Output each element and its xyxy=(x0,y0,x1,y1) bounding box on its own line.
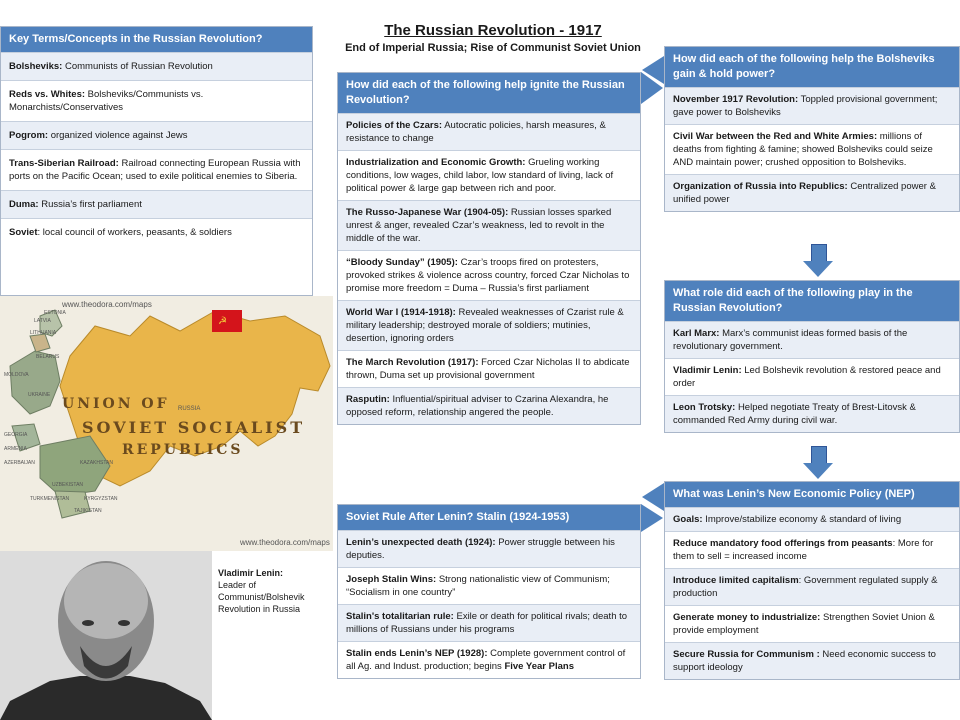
row-def: Led Bolshevik revolution & restored peace and order xyxy=(673,365,941,389)
ussr-map xyxy=(0,296,333,551)
row-term: “Bloody Sunday” (1905): xyxy=(346,257,458,268)
map-country-label: TURKMENISTAN xyxy=(30,496,70,502)
svg-text:☭: ☭ xyxy=(218,316,227,327)
ignite-row xyxy=(338,150,640,200)
term-label: Duma: xyxy=(9,199,39,210)
nep-row xyxy=(665,605,959,642)
lenin-portrait-graphic xyxy=(0,551,212,720)
row-def: Forced Czar Nicholas II to abdicate thrown, Duma set up provisional government xyxy=(346,357,630,381)
row-def: Centralized power & unified power xyxy=(673,181,936,205)
map-url-bottom: www.theodora.com/maps xyxy=(240,538,330,547)
key-term-row xyxy=(1,190,312,218)
term-definition: Russia’s first parliament xyxy=(41,199,142,210)
key-term-row xyxy=(1,52,312,80)
term-label: Trans-Siberian Railroad: xyxy=(9,158,119,169)
map-country-label: LATVIA xyxy=(34,318,51,324)
gain-heading: How did each of the following help the Bolsheviks gain & hold power? xyxy=(665,47,959,87)
key-term-row xyxy=(1,218,312,246)
ignite-row xyxy=(338,113,640,150)
nep-row xyxy=(665,568,959,605)
map-country-label: TAJIKISTAN xyxy=(74,508,102,514)
row-term: Joseph Stalin Wins: xyxy=(346,574,437,585)
row-term: Rasputin: xyxy=(346,394,390,405)
term-definition: : local council of workers, peasants, & soldiers xyxy=(37,227,232,238)
row-def: Strengthen Soviet Union & provide employment xyxy=(673,612,935,636)
arrow-right-icon xyxy=(641,504,663,532)
map-country-label: UKRAINE xyxy=(28,392,51,398)
nep-panel xyxy=(664,481,960,680)
map-country-label: LITHUANIA xyxy=(30,330,57,336)
term-definition: Bolsheviks/Communists vs. Monarchists/Conservatives xyxy=(9,89,204,113)
lenin-caption-desc: Leader of Communist/Bolshevik Revolution in Russia xyxy=(218,580,305,614)
map-country-label: ESTONIA xyxy=(44,310,66,316)
map-country-label: UZBEKISTAN xyxy=(52,482,84,488)
row-def: millions of deaths from fighting & famine; showed Bolsheviks could seize AND maintain power; crushed opposition to Bolsheviks. xyxy=(673,131,933,168)
row-term-tail: Five Year Plans xyxy=(504,661,574,672)
map-country-label: KAZAKHSTAN xyxy=(80,460,113,466)
map-label-republics: REPUBLICS xyxy=(122,442,244,458)
ignite-panel xyxy=(337,72,641,425)
key-terms-heading: Key Terms/Concepts in the Russian Revolution? xyxy=(1,27,312,52)
nep-heading: What was Lenin’s New Economic Policy (NEP) xyxy=(665,482,959,507)
map-label-union-of: UNION OF xyxy=(62,396,170,412)
map-country-label: KYRGYZSTAN xyxy=(84,496,118,502)
row-term: Goals: xyxy=(673,514,703,525)
term-label: Reds vs. Whites: xyxy=(9,89,86,100)
term-label: Bolsheviks: xyxy=(9,61,63,72)
gain-row xyxy=(665,124,959,174)
key-term-row xyxy=(1,121,312,149)
map-country-label: MOLDOVA xyxy=(4,372,29,378)
lenin-photo xyxy=(0,551,212,720)
ignite-heading: How did each of the following help ignite the Russian Revolution? xyxy=(338,73,640,113)
roles-heading: What role did each of the following play in the Russian Revolution? xyxy=(665,281,959,321)
row-def: Grueling working conditions, low wages, child labor, low standard of living, lack of political power & large gap between rich and poor. xyxy=(346,157,614,194)
row-def: Toppled provisional government; gave power to Bolsheviks xyxy=(673,94,938,118)
gain-row xyxy=(665,87,959,124)
row-term: The Russo-Japanese War (1904-05): xyxy=(346,207,509,218)
key-term-row xyxy=(1,149,312,190)
row-term: Civil War between the Red and White Armies: xyxy=(673,131,878,142)
row-term: The March Revolution (1917): xyxy=(346,357,479,368)
map-country-label: ARMENIA xyxy=(4,446,27,452)
roles-panel xyxy=(664,280,960,433)
row-term: Vladimir Lenin: xyxy=(673,365,742,376)
row-term: World War I (1914-1918): xyxy=(346,307,456,318)
nep-row xyxy=(665,507,959,531)
row-term: Stalin's totalitarian rule: xyxy=(346,611,454,622)
page-title: The Russian Revolution - 1917 xyxy=(384,22,602,39)
row-def: Autocratic policies, harsh measures, & resistance to change xyxy=(346,120,606,144)
nep-row xyxy=(665,531,959,568)
row-term: Industrialization and Economic Growth: xyxy=(346,157,526,168)
key-terms-panel xyxy=(0,26,313,296)
stalin-panel xyxy=(337,504,641,679)
roles-row xyxy=(665,358,959,395)
row-def: Revealed weaknesses of Czarist rule & military leadership; destroyed morale of soldiers; mutinies, desertion, ignoring orders xyxy=(346,307,624,344)
map-country-label: GEORGIA xyxy=(4,432,28,438)
row-term: Lenin’s unexpected death (1924): xyxy=(346,537,496,548)
row-term: Policies of the Czars: xyxy=(346,120,443,131)
row-def: Complete government control of all Ag. and Indust. production; begins xyxy=(346,648,626,672)
lenin-caption-name: Vladimir Lenin: xyxy=(218,568,284,578)
row-def: : More for them to sell = increased income xyxy=(673,538,934,562)
row-term: Karl Marx: xyxy=(673,328,720,339)
term-definition: organized violence against Jews xyxy=(50,130,188,141)
row-def: Strong nationalistic view of Communism; “Socialism in one country” xyxy=(346,574,610,598)
roles-row xyxy=(665,321,959,358)
ignite-row xyxy=(338,250,640,300)
arrow-left-icon xyxy=(642,56,664,84)
key-term-row xyxy=(1,80,312,121)
term-label: Soviet xyxy=(9,227,38,238)
row-term: Stalin ends Lenin’s NEP (1928): xyxy=(346,648,488,659)
row-def: Improve/stabilize economy & standard of living xyxy=(705,514,902,525)
ignite-row xyxy=(338,300,640,350)
row-term: Secure Russia for Communism : xyxy=(673,649,820,660)
arrow-down-icon xyxy=(803,244,833,278)
gain-row xyxy=(665,174,959,211)
row-term: Leon Trotsky: xyxy=(673,402,736,413)
row-def: Marx’s communist ideas formed basis of the revolutionary government. xyxy=(673,328,908,352)
stalin-row xyxy=(338,530,640,567)
map-url-top: www.theodora.com/maps xyxy=(62,300,152,309)
map-country-label: RUSSIA xyxy=(178,406,201,412)
map-label-soviet-socialist: SOVIET SOCIALIST xyxy=(82,418,306,437)
stalin-row xyxy=(338,604,640,641)
ignite-row xyxy=(338,387,640,424)
lenin-caption xyxy=(218,567,328,615)
row-def: Need economic success to support ideology xyxy=(673,649,936,673)
term-label: Pogrom: xyxy=(9,130,49,141)
ignite-row xyxy=(338,200,640,250)
ignite-row xyxy=(338,350,640,387)
roles-row xyxy=(665,395,959,432)
row-term: November 1917 Revolution: xyxy=(673,94,799,105)
row-term: Introduce limited capitalism xyxy=(673,575,799,586)
term-definition: Railroad connecting European Russia with ports on the Pacific Ocean; used to exile political enemies to Siberia. xyxy=(9,158,301,182)
stalin-row xyxy=(338,567,640,604)
page-subtitle: End of Imperial Russia; Rise of Communist Soviet Union xyxy=(345,42,641,54)
map-country-label: BELARUS xyxy=(36,354,60,360)
page-header xyxy=(318,22,668,56)
row-def: : Government regulated supply & production xyxy=(673,575,938,599)
map-country-label: AZERBAIJAN xyxy=(4,460,35,466)
row-def: Helped negotiate Treaty of Brest-Litovsk & commanded Red Army during civil war. xyxy=(673,402,916,426)
row-term: Organization of Russia into Republics: xyxy=(673,181,848,192)
row-term: Generate money to industrialize: xyxy=(673,612,821,623)
row-def: Influential/spiritual adviser to Czarina Alexandra, he opposed reform, relationship angered the people. xyxy=(346,394,609,418)
row-def: Czar’s troops fired on protesters, provoked strikes & violence across country, forced Czar Nicholas to promise more freedom = Duma – Russia’s first parliament xyxy=(346,257,630,294)
row-def: Exile or death for political rivals; death to millions of Russians under his programs xyxy=(346,611,628,635)
row-term: Reduce mandatory food offerings from peasants xyxy=(673,538,893,549)
row-def: Power struggle between his deputies. xyxy=(346,537,615,561)
gain-power-panel xyxy=(664,46,960,212)
nep-row xyxy=(665,642,959,679)
arrow-down-icon xyxy=(803,446,833,480)
term-definition: Communists of Russian Revolution xyxy=(64,61,213,72)
stalin-heading: Soviet Rule After Lenin? Stalin (1924-1953) xyxy=(338,505,640,530)
row-def: Russian losses sparked unrest & anger, revealed Czar’s weakness, led to revolt in the middle of the war. xyxy=(346,207,612,244)
stalin-row xyxy=(338,641,640,678)
